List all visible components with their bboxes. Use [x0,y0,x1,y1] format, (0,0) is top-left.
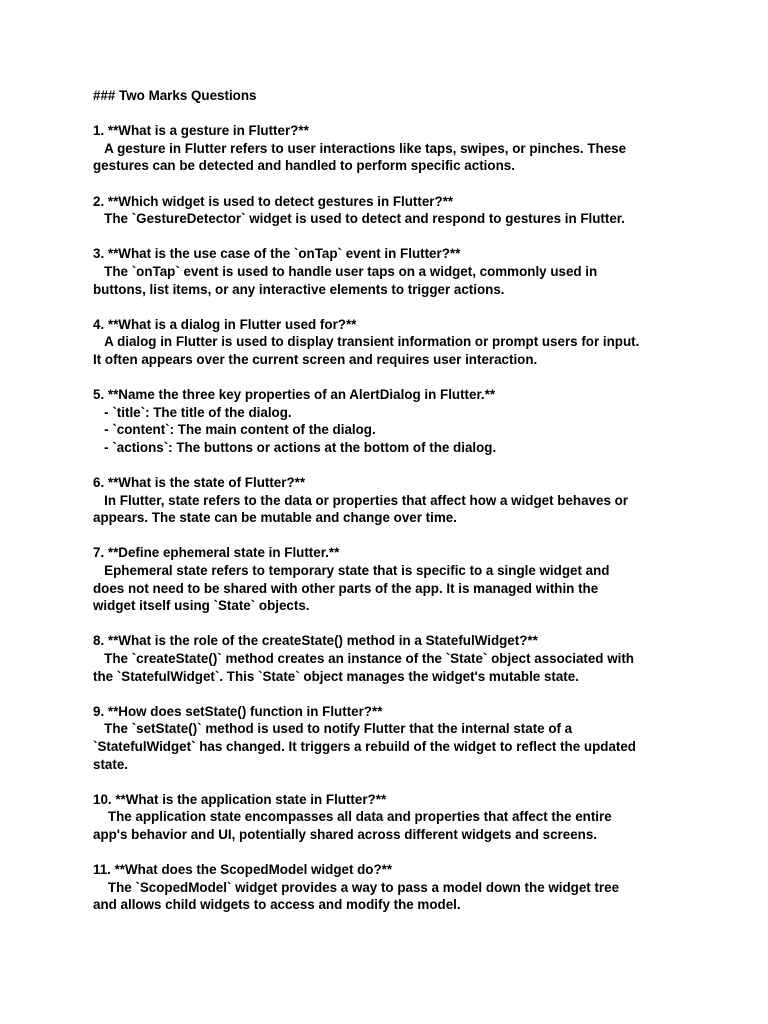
answer-line: buttons, list items, or any interactive elements to trigger actions. [93,281,505,297]
answer-line: A gesture in Flutter refers to user interactions like taps, swipes, or pinches. These [93,140,627,156]
qa-item-1 [93,122,683,175]
qa-item-5 [93,386,683,456]
qa-item-2 [93,193,683,228]
qa-item-3 [93,245,683,298]
property-list [93,404,683,457]
answer-line: The `setState()` method is used to notify Flutter that the internal state of a [93,721,573,737]
document-page [93,87,683,914]
answer-line: Ephemeral state refers to temporary state that is specific to a single widget and [93,563,610,579]
answer-line: gestures can be detected and handled to perform specific actions. [93,158,515,174]
answer-line: state. [93,756,128,772]
qa-item-11 [93,861,683,914]
question-text: 9. **How does setState() function in Flutter?** [93,703,383,719]
answer-line: It often appears over the current screen and requires user interaction. [93,351,538,367]
answer-line: app's behavior and UI, potentially shared across different widgets and screens. [93,826,597,842]
list-item: - `actions`: The buttons or actions at the bottom of the dialog. [93,439,497,455]
qa-item-10 [93,791,683,844]
question-text: 6. **What is the state of Flutter?** [93,475,306,491]
list-item: - `content`: The main content of the dialog. [93,422,376,438]
question-text: 5. **Name the three key properties of an AlertDialog in Flutter.** [93,387,496,403]
answer-line: `StatefulWidget` has changed. It triggers a rebuild of the widget to reflect the updated [93,738,636,754]
answer-line: The `onTap` event is used to handle user taps on a widget, commonly used in [93,263,598,279]
question-text: 4. **What is a dialog in Flutter used for?** [93,316,357,332]
question-text: 7. **Define ephemeral state in Flutter.** [93,545,340,561]
answer-line: appears. The state can be mutable and change over time. [93,510,457,526]
answer-line: The `GestureDetector` widget is used to detect and respond to gestures in Flutter. [93,211,625,227]
answer-line: widget itself using `State` objects. [93,598,310,614]
answer-line: A dialog in Flutter is used to display transient information or prompt users for input. [93,334,640,350]
question-text: 1. **What is a gesture in Flutter?** [93,123,309,139]
page-heading: ### Two Marks Questions [93,88,257,103]
question-text: 10. **What is the application state in Flutter?** [93,791,387,807]
qa-item-8 [93,632,683,685]
answer-line: and allows child widgets to access and modify the model. [93,897,461,913]
question-text: 2. **Which widget is used to detect gestures in Flutter?** [93,193,454,209]
qa-item-4 [93,316,683,369]
answer-line: does not need to be shared with other parts of the app. It is managed within the [93,580,599,596]
qa-item-7 [93,544,683,614]
qa-item-9 [93,703,683,773]
answer-line: the `StatefulWidget`. This `State` object manages the widget's mutable state. [93,668,579,684]
qa-item-6 [93,474,683,527]
question-text: 11. **What does the ScopedModel widget do?** [93,862,393,878]
answer-line: The `createState()` method creates an instance of the `State` object associated with [93,651,634,666]
answer-line: The application state encompasses all data and properties that affect the entire [93,809,612,825]
list-item: - `title`: The title of the dialog. [93,404,292,420]
answer-line: The `ScopedModel` widget provides a way to pass a model down the widget tree [93,879,620,895]
question-text: 8. **What is the role of the createState() method in a StatefulWidget?** [93,633,538,649]
answer-line: In Flutter, state refers to the data or properties that affect how a widget behaves or [93,492,629,508]
question-text: 3. **What is the use case of the `onTap` event in Flutter?** [93,246,461,262]
